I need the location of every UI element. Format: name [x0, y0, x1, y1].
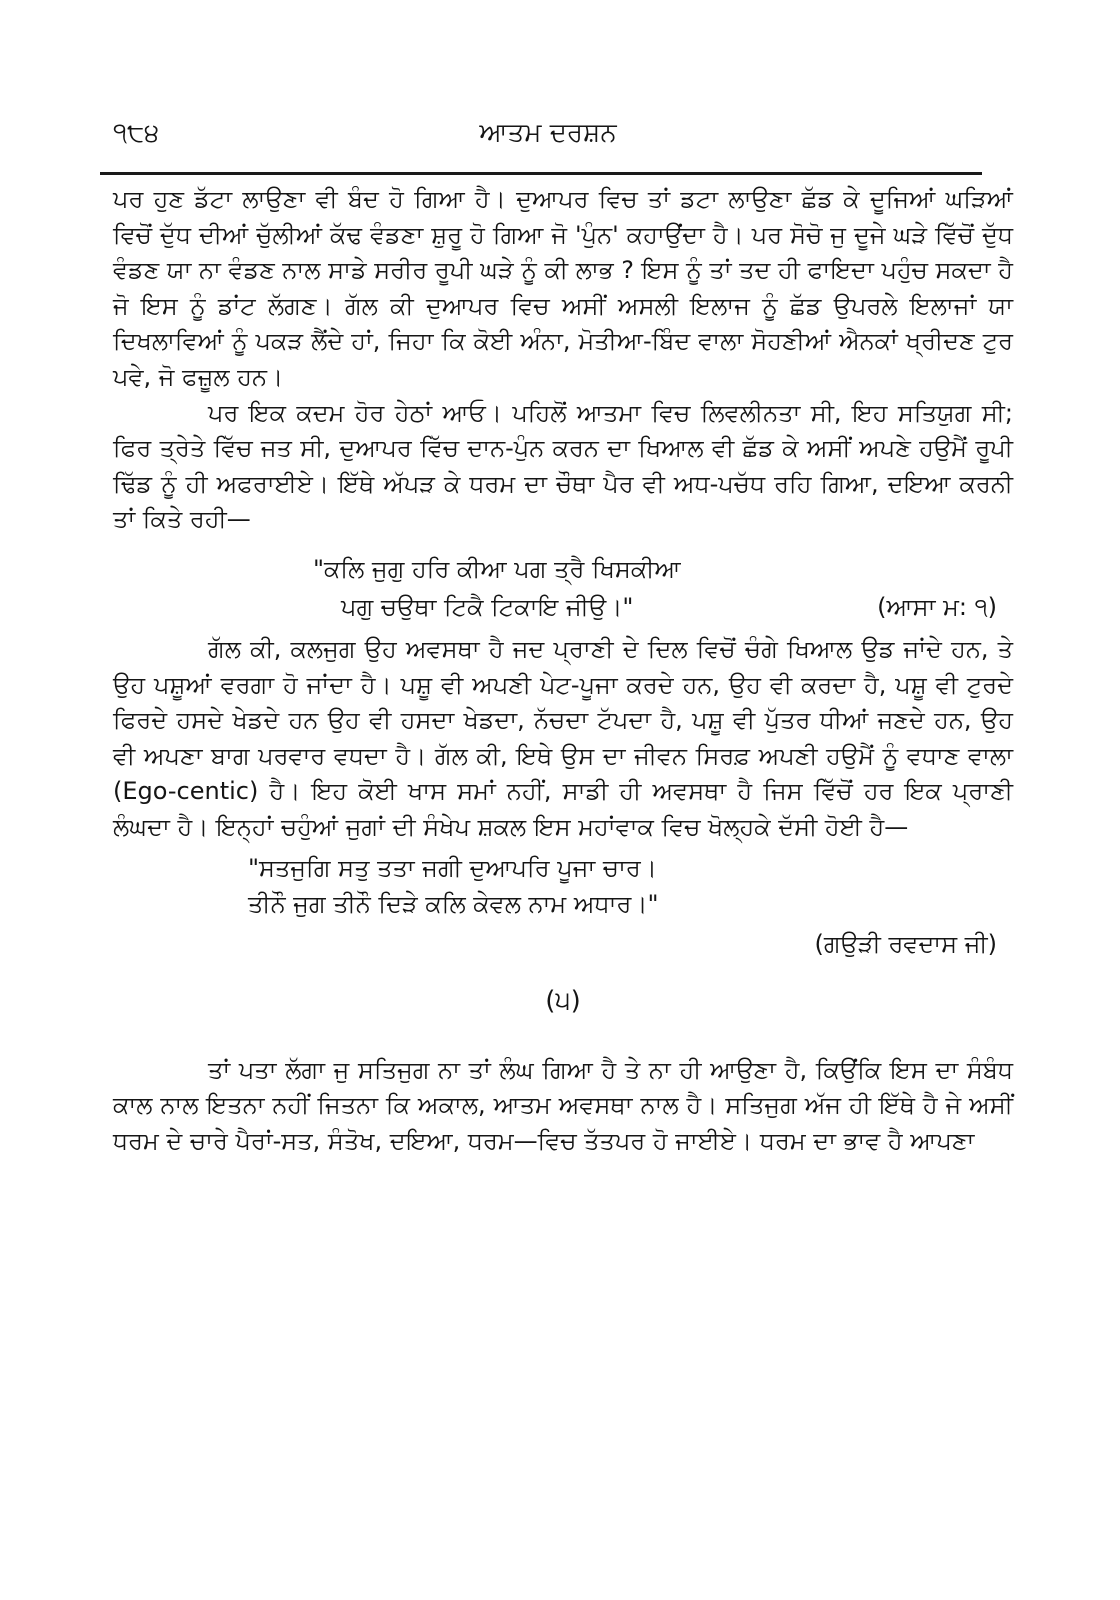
quote-1-line-2 — [113, 588, 1013, 626]
scripture-quote-1 — [113, 550, 1013, 626]
paragraph-2: ਪਰ ਇਕ ਕਦਮ ਹੋਰ ਹੇਠਾਂ ਆਓ। ਪਹਿਲੋਂ ਆਤਮਾ ਵਿਚ ਲਿਵਲੀਨਤਾ ਸੀ, ਇਹ ਸਤਿਯੁਗ ਸੀ; ਫਿਰ ਤ੍ਰੇਤੇ ਵਿੱਚ ਜਤ ਸੀ, ਦੁਆਪਰ ਵਿੱਚ ਦਾਨ-ਪੁੰਨ ਕਰਨ ਦਾ ਖਿਆਲ ਵੀ ਛੱਡ ਕੇ ਅਸੀਂ ਅਪਣੇ ਹਉਮੈਂ ਰੂਪੀ ਢਿੱਡ ਨੂੰ ਹੀ ਅਫਰਾਈਏ। ਇੱਥੇ ਅੱਪੜ ਕੇ ਧਰਮ ਦਾ ਚੌਥਾ ਪੈਰ ਵੀ ਅਧ-ਪਚੱਧ ਰਹਿ ਗਿਆ, ਦਇਆ ਕਰਨੀ ਤਾਂ ਕਿਤੇ ਰਹੀ— — [113, 398, 1013, 534]
section-number: (੫) — [545, 985, 581, 1016]
quote-1-line-2-text: ਪਗੁ ਚਉਥਾ ਟਿਕੈ ਟਿਕਾਇ ਜੀਉ।" — [341, 592, 634, 621]
quote-2-line-1: "ਸਤਜੁਗਿ ਸਤੁ ਤਤਾ ਜਗੀ ਦੁਆਪਰਿ ਪੂਜਾ ਚਾਰ। — [248, 853, 657, 882]
page-header — [113, 110, 983, 162]
quote-2-source: (ਗਉੜੀ ਰਵਦਾਸ ਜੀ) — [814, 929, 997, 958]
paragraph-3: ਗੱਲ ਕੀ, ਕਲਜੁਗ ਉਹ ਅਵਸਥਾ ਹੈ ਜਦ ਪ੍ਰਾਣੀ ਦੇ ਦਿਲ ਵਿਚੋਂ ਚੰਗੇ ਖਿਆਲ ਉਡ ਜਾਂਦੇ ਹਨ, ਤੇ ਉਹ ਪਸ਼ੂਆਂ ਵਰਗਾ ਹੋ ਜਾਂਦਾ ਹੈ। ਪਸ਼ੂ ਵੀ ਅਪਣੀ ਪੇਟ-ਪੂਜਾ ਕਰਦੇ ਹਨ, ਉਹ ਵੀ ਕਰਦਾ ਹੈ, ਪਸ਼ੂ ਵੀ ਟੁਰਦੇ ਫਿਰਦੇ ਹਸਦੇ ਖੇਡਦੇ ਹਨ ਉਹ ਵੀ ਹਸਦਾ ਖੇਡਦਾ, ਨੱਚਦਾ ਟੱਪਦਾ ਹੈ, ਪਸ਼ੂ ਵੀ ਪੁੱਤਰ ਧੀਆਂ ਜਣਦੇ ਹਨ, ਉਹ ਵੀ ਅਪਣਾ ਬਾਗ ਪਰਵਾਰ ਵਧਦਾ ਹੈ। ਗੱਲ ਕੀ, ਇਥੇ ਉਸ ਦਾ ਜੀਵਨ ਸਿਰਫ਼ ਅਪਣੀ ਹਉਮੈਂ ਨੂੰ ਵਧਾਣ ਵਾਲਾ (Ego-centic) ਹੈ। ਇਹ ਕੋਈ ਖਾਸ ਸਮਾਂ ਨਹੀਂ, ਸਾਡੀ ਹੀ ਅਵਸਥਾ ਹੈ ਜਿਸ ਵਿੱਚੋਂ ਹਰ ਇਕ ਪ੍ਰਾਣੀ ਲੰਘਦਾ ਹੈ। ਇਨ੍ਹਾਂ ਚਹੁੰਆਂ ਜੁਗਾਂ ਦੀ ਸੰਖੇਪ ਸ਼ਕਲ ਇਸ ਮਹਾਂਵਾਕ ਵਿਚ ਖੋਲ੍ਹਕੇ ਦੱਸੀ ਹੋਈ ਹੈ— — [113, 634, 1013, 841]
page-body — [113, 182, 1013, 1159]
quote-1-line-1: "ਕਲਿ ਜੁਗੁ ਹਰਿ ਕੀਆ ਪਗ ਤ੍ਰੈ ਖਿਸਕੀਆ — [313, 554, 681, 583]
paragraph-4: ਤਾਂ ਪਤਾ ਲੱਗਾ ਜੁ ਸਤਿਜੁਗ ਨਾ ਤਾਂ ਲੰਘ ਗਿਆ ਹੈ ਤੇ ਨਾ ਹੀ ਆਉਣਾ ਹੈ, ਕਿਉਂਕਿ ਇਸ ਦਾ ਸੰਬੰਧ ਕਾਲ ਨਾਲ ਇਤਨਾ ਨਹੀਂ ਜਿਤਨਾ ਕਿ ਅਕਾਲ, ਆਤਮ ਅਵਸਥਾ ਨਾਲ ਹੈ। ਸਤਿਜੁਗ ਅੱਜ ਹੀ ਇੱਥੇ ਹੈ ਜੇ ਅਸੀਂ ਧਰਮ ਦੇ ਚਾਰੇ ਪੈਰਾਂ-ਸਤ, ਸੰਤੋਖ, ਦਇਆ, ਧਰਮ—ਵਿਚ ਤੱਤਪਰ ਹੋ ਜਾਈਏ। ਧਰਮ ਦਾ ਭਾਵ ਹੈ ਆਪਣਾ — [113, 1055, 1013, 1155]
scripture-quote-2 — [113, 850, 1013, 962]
quote-1-source: (ਆਸਾ ਮ: ੧) — [877, 592, 997, 621]
header-rule — [100, 172, 982, 175]
page-number: ੧੮੪ — [113, 118, 160, 148]
running-title: ਆਤਮ ਦਰਸ਼ਨ — [479, 118, 617, 148]
paragraph-1: ਪਰ ਹੁਣ ਡੱਟਾ ਲਾਉਣਾ ਵੀ ਬੰਦ ਹੋ ਗਿਆ ਹੈ। ਦੁਆਪਰ ਵਿਚ ਤਾਂ ਡਟਾ ਲਾਉਣਾ ਛੱਡ ਕੇ ਦੂਜਿਆਂ ਘੜਿਆਂ ਵਿਚੋਂ ਦੁੱਧ ਦੀਆਂ ਚੁੱਲੀਆਂ ਕੱਢ ਵੰਡਣਾ ਸ਼ੁਰੂ ਹੋ ਗਿਆ ਜੋ 'ਪੁੰਨ' ਕਹਾਉਂਦਾ ਹੈ। ਪਰ ਸੋਚੋ ਜੁ ਦੂਜੇ ਘੜੇ ਵਿੱਚੋਂ ਦੁੱਧ ਵੰਡਣ ਯਾ ਨਾ ਵੰਡਣ ਨਾਲ ਸਾਡੇ ਸਰੀਰ ਰੂਪੀ ਘੜੇ ਨੂੰ ਕੀ ਲਾਭ ? ਇਸ ਨੂੰ ਤਾਂ ਤਦ ਹੀ ਫਾਇਦਾ ਪਹੁੰਚ ਸਕਦਾ ਹੈ ਜੋ ਇਸ ਨੂੰ ਡਾਂਟ ਲੱਗਣ। ਗੱਲ ਕੀ ਦੁਆਪਰ ਵਿਚ ਅਸੀਂ ਅਸਲੀ ਇਲਾਜ ਨੂੰ ਛੱਡ ਉਪਰਲੇ ਇਲਾਜਾਂ ਯਾ ਦਿਖਲਾਵਿਆਂ ਨੂੰ ਪਕੜ ਲੈਂਦੇ ਹਾਂ, ਜਿਹਾ ਕਿ ਕੋਈ ਅੰਨਾ, ਮੋਤੀਆ-ਬਿੰਦ ਵਾਲਾ ਸੋਹਣੀਆਂ ਐਨਕਾਂ ਖ੍ਰੀਦਣ ਟੁਰ ਪਵੇ, ਜੋ ਫਜ਼ੂਲ ਹਨ। — [113, 185, 1013, 391]
quote-2-line-2: ਤੀਨੌ ਜੁਗ ਤੀਨੌ ਦਿੜੇ ਕਲਿ ਕੇਵਲ ਨਾਮ ਅਧਾਰ।" — [248, 889, 659, 918]
